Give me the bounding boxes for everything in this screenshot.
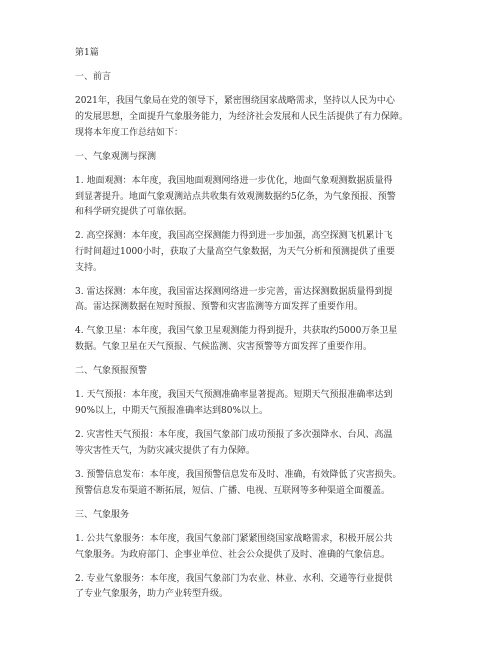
document-page (75, 46, 435, 603)
paragraph-radar: 高。雷达探测数据在短时预报、预警和灾害监测等方面发挥了重要作用。 (75, 302, 364, 313)
paragraph-ground-observation: 到显著提升。地面气象观测站点共收集有效观测数据约5亿条，为气象预报、预警 (75, 191, 396, 202)
preface-line: 2021年，我国气象局在党的领导下，紧密围绕国家战略需求，坚持以人民为中心 (75, 96, 395, 107)
paragraph-satellite: 数据。气象卫星在天气预报、气候监测、灾害预警等方面发挥了重要作用。 (75, 342, 373, 353)
paragraph-disaster-forecast: 等灾害性天气，为防灾减灾提供了有力保障。 (75, 445, 256, 456)
document-title: 第1篇 (75, 48, 99, 58)
paragraph-upper-air: 行时间超过1000小时，获取了大量高空气象数据，为天气分析和预测提供了重要 (75, 246, 395, 257)
preface-line: 现将本年度工作总结如下： (75, 127, 184, 138)
section-heading-forecast: 二、气象预报预警 (75, 366, 148, 377)
section-heading-service: 三、气象服务 (75, 509, 130, 520)
paragraph-warning-release: 预警信息发布渠道不断拓展，短信、广播、电视、互联网等多种渠道全面覆盖。 (75, 485, 391, 496)
paragraph-warning-release: 3. 预警信息发布：本年度，我国预警信息发布及时、准确，有效降低了灾害损失。 (75, 470, 402, 480)
paragraph-professional-service: 2. 专业气象服务：本年度，我国气象部门为农业、林业、水利、交通等行业提供 (75, 573, 393, 584)
paragraph-upper-air: 支持。 (75, 262, 103, 273)
paragraph-public-service: 1. 公共气象服务：本年度，我国气象部门紧紧围绕国家战略需求，积极开展公共 (75, 533, 393, 544)
section-heading-observation: 一、气象观测与探测 (75, 151, 157, 162)
paragraph-ground-observation: 1. 地面观测：本年度，我国地面观测网络进一步优化，地面气象观测数据质量得 (75, 175, 393, 186)
paragraph-public-service: 气象服务。为政府部门、企事业单位、社会公众提供了及时、准确的气象信息。 (75, 549, 391, 560)
paragraph-weather-forecast: 1. 天气预报：本年度，我国天气预测准确率显著提高。短期天气预报准确率达到 (75, 390, 393, 401)
paragraph-satellite: 4. 气象卫星：本年度，我国气象卫星观测能力得到提升，共获取约5000万条卫星 (75, 326, 398, 337)
paragraph-professional-service: 了专业气象服务，助力产业转型升级。 (75, 589, 229, 600)
preface-line: 的发展思想，全面提升气象服务能力，为经济社会发展和人民生活提供了有力保障。 (75, 111, 409, 122)
paragraph-disaster-forecast: 2. 灾害性天气预报：本年度，我国气象部门成功预报了多次强降水、台风、高温 (75, 430, 393, 441)
paragraph-upper-air: 2. 高空探测：本年度，我国高空探测能力得到进一步加强，高空探测飞机累计飞 (75, 231, 393, 242)
paragraph-radar: 3. 雷达探测：本年度，我国雷达探测网络进一步完善，雷达探测数据质量得到提 (75, 286, 393, 297)
paragraph-ground-observation: 和科学研究提供了可靠依据。 (75, 207, 193, 218)
paragraph-weather-forecast: 90%以上，中期天气预报准确率达到80%以上。 (75, 406, 269, 417)
preface-heading: 一、前言 (75, 72, 112, 83)
